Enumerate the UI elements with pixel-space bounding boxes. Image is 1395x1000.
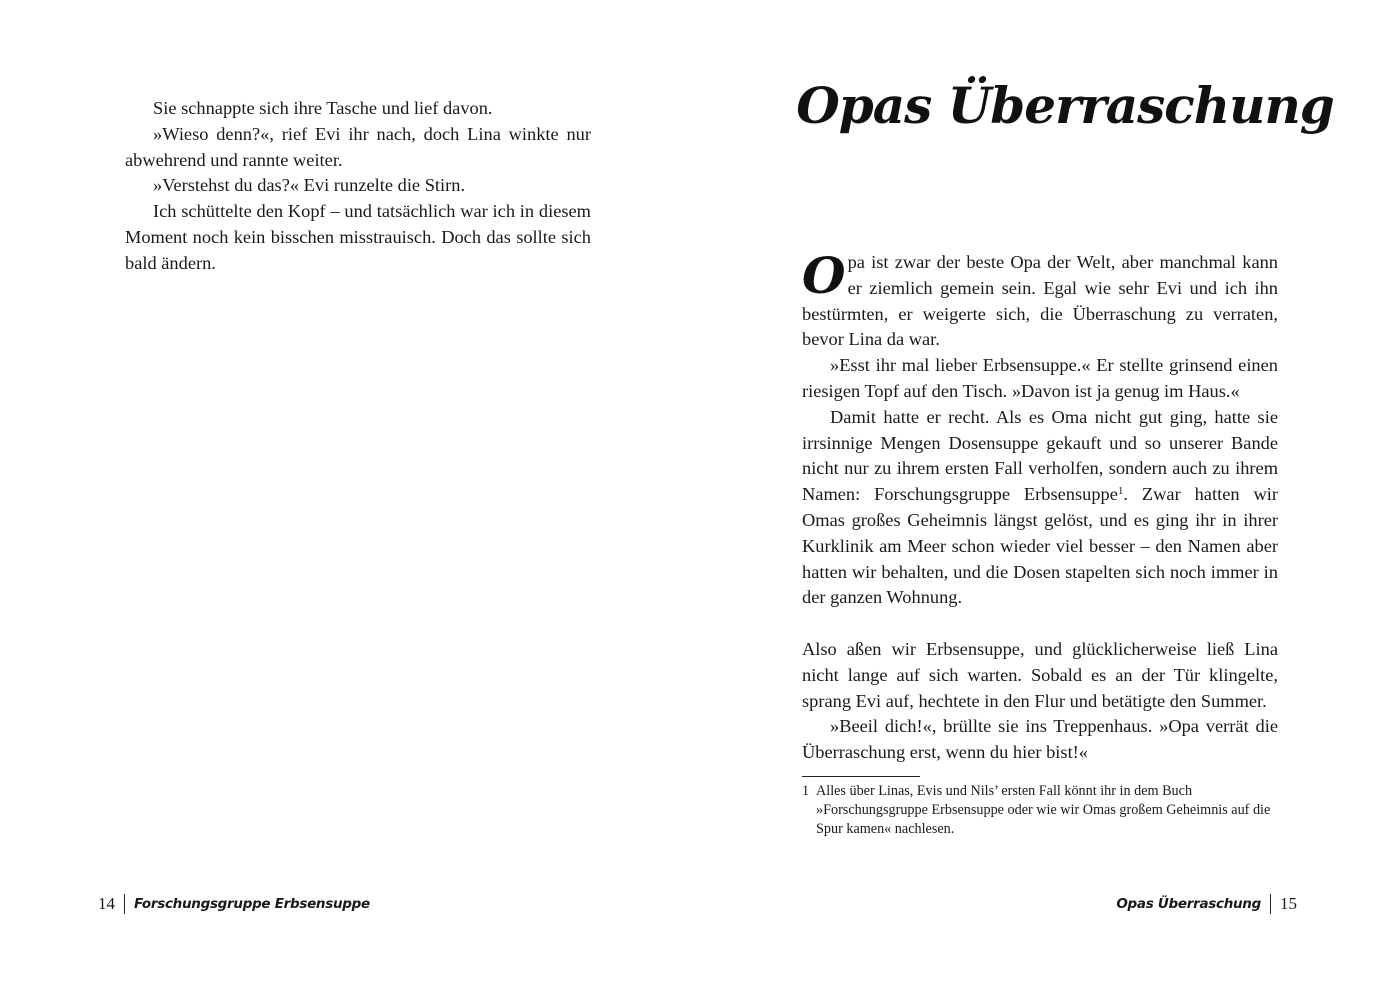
page-number: 14 bbox=[98, 894, 115, 913]
running-head: Forschungsgruppe Erbsensuppe bbox=[134, 896, 370, 912]
paragraph-text: . Zwar hatten wir Omas großes Geheimnis längst gelöst, und es ging ihr in ihrer Kurklinik am Meer schon wieder viel besser – den Namen aber hatten wir behalten, und die Dosen stapelten sich noch immer in der ganzen Wohnung. bbox=[802, 484, 1278, 608]
paragraph bbox=[802, 405, 1278, 611]
folio-divider bbox=[124, 894, 125, 914]
chapter-title: Opas Überraschung bbox=[796, 76, 1334, 135]
footnote-ref[interactable]: 1 bbox=[1117, 485, 1124, 498]
right-page bbox=[697, 0, 1395, 1000]
paragraph: »Beeil dich!«, brüllte sie ins Treppenhaus. »Opa verrät die Überraschung erst, wenn du hier bist!« bbox=[802, 716, 1278, 763]
section-break bbox=[802, 611, 1278, 637]
paragraph: Also aßen wir Erbsensuppe, und glücklicherweise ließ Lina nicht lange auf sich warten. Sobald es an der Tür klingelte, sprang Evi auf, hechtete in den Flur und betätigte den Summer. bbox=[802, 638, 1278, 711]
running-head: Opas Überraschung bbox=[1116, 896, 1261, 912]
paragraph-first bbox=[802, 246, 1278, 353]
paragraph: Sie schnappte sich ihre Tasche und lief davon. bbox=[153, 98, 493, 118]
right-page-footer bbox=[1116, 893, 1297, 915]
footnote bbox=[802, 782, 1292, 839]
folio-divider bbox=[1270, 894, 1271, 914]
paragraph: »Wieso denn?«, rief Evi ihr nach, doch Lina winkte nur abwehrend und rannte weiter. bbox=[125, 123, 591, 170]
paragraph-text: Damit hatte er recht. Als es Oma nicht gut ging, hatte sie irrsinnige Mengen Dosensuppe gekauft und so unserer Bande nicht nur zu ihrem ersten Fall verholfen, sondern auch zu ihrem Namen: Forschungsgruppe Erbsensuppe bbox=[802, 406, 1278, 505]
footnote-number: 1 bbox=[802, 783, 810, 799]
drop-cap: O bbox=[802, 246, 846, 305]
paragraph: Ich schüttelte den Kopf – und tatsächlich war ich in diesem Moment noch kein bisschen misstrauisch. Doch das sollte sich bald ändern. bbox=[125, 201, 591, 273]
footnote-divider bbox=[802, 776, 920, 777]
left-page-body bbox=[125, 96, 591, 277]
footnote-text: Alles über Linas, Evis und Nils’ ersten Fall könnt ihr in dem Buch »Forschungsgruppe Erbsensuppe oder wie wir Omas großem Geheimnis auf die Spur kamen« nachlesen. bbox=[816, 783, 1271, 837]
paragraph-text: pa ist zwar der beste Opa der Welt, aber manchmal kann er ziemlich gemein sein. Egal wie sehr Evi und ich ihn bestürmten, er weigerte sich, die Überraschung zu verraten, bevor Lina da war. bbox=[802, 252, 1278, 350]
right-page-body bbox=[802, 246, 1278, 766]
page-number: 15 bbox=[1280, 894, 1297, 913]
left-page-footer bbox=[98, 893, 370, 915]
paragraph: »Esst ihr mal lieber Erbsensuppe.« Er stellte grinsend einen riesigen Topf auf den Tisch. »Davon ist ja genug im Haus.« bbox=[802, 355, 1278, 401]
left-page bbox=[0, 0, 697, 1000]
paragraph: »Verstehst du das?« Evi runzelte die Stirn. bbox=[153, 175, 466, 196]
